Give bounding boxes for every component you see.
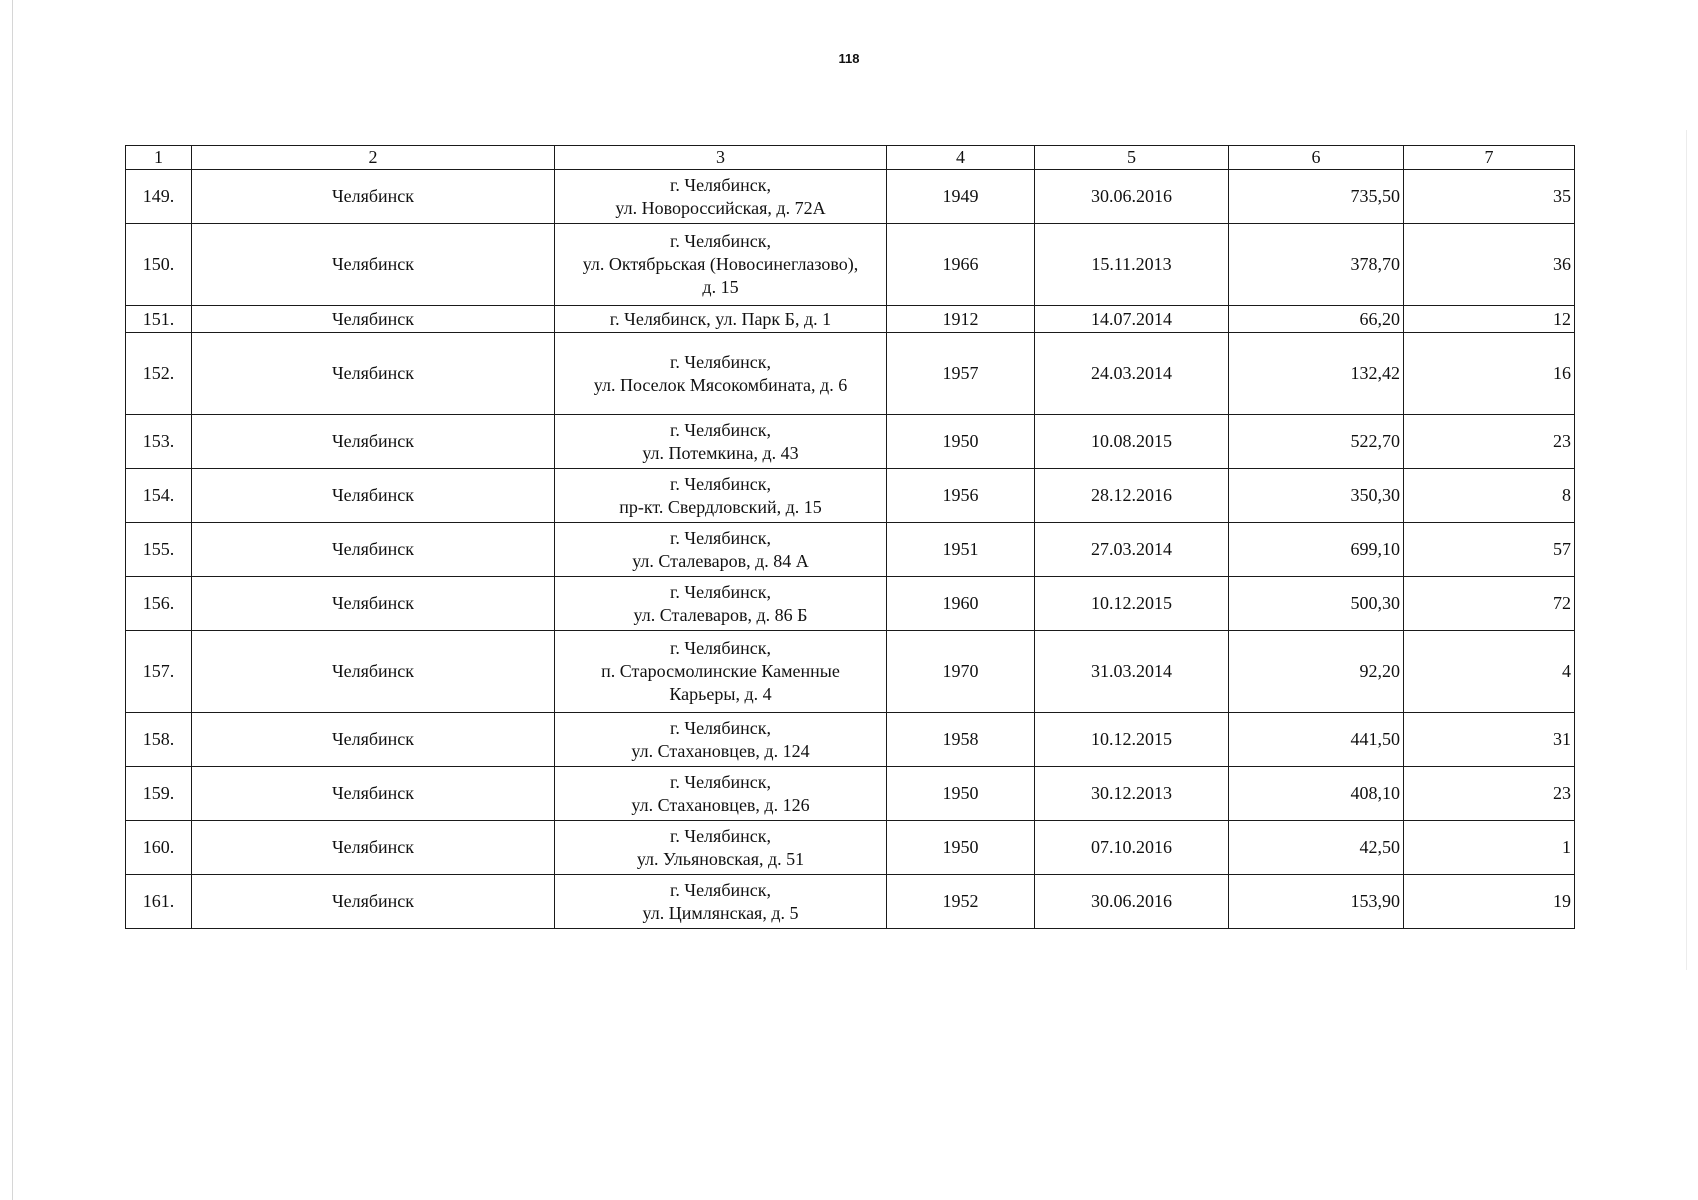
- address-line: Карьеры, д. 4: [669, 684, 772, 705]
- count-cell: 36: [1404, 224, 1575, 306]
- row-number-cell: 161.: [126, 875, 192, 929]
- count-cell: 23: [1404, 767, 1575, 821]
- year-cell: 1966: [887, 224, 1035, 306]
- row-number-cell: 152.: [126, 333, 192, 415]
- area-cell: 153,90: [1229, 875, 1404, 929]
- address-cell: [555, 415, 887, 469]
- area-cell: 92,20: [1229, 631, 1404, 713]
- address-line: ул. Стахановцев, д. 126: [631, 794, 810, 815]
- address-line: г. Челябинск,: [670, 419, 771, 440]
- city-cell: Челябинск: [192, 767, 555, 821]
- area-cell: 699,10: [1229, 523, 1404, 577]
- address-cell: [555, 523, 887, 577]
- count-cell: 19: [1404, 875, 1575, 929]
- table-row: [126, 631, 1575, 713]
- header-row: [126, 146, 1575, 170]
- address-line: ул. Новороссийская, д. 72А: [615, 197, 826, 218]
- address-line: г. Челябинск,: [670, 581, 771, 602]
- date-cell: 10.12.2015: [1035, 713, 1229, 767]
- date-cell: 30.12.2013: [1035, 767, 1229, 821]
- count-cell: 16: [1404, 333, 1575, 415]
- address-line: ул. Цимлянская, д. 5: [642, 902, 799, 923]
- address-cell: [555, 821, 887, 875]
- column-header-2: 2: [192, 146, 555, 170]
- housing-table: [125, 145, 1575, 929]
- area-cell: 378,70: [1229, 224, 1404, 306]
- address-line: ул. Стахановцев, д. 124: [631, 740, 810, 761]
- address-line: ул. Потемкина, д. 43: [642, 442, 799, 463]
- city-cell: Челябинск: [192, 469, 555, 523]
- table-row: [126, 306, 1575, 333]
- table-row: [126, 713, 1575, 767]
- address-line: г. Челябинск,: [670, 771, 771, 792]
- table-row: [126, 523, 1575, 577]
- address-line: ул. Сталеваров, д. 84 А: [632, 550, 809, 571]
- city-cell: Челябинск: [192, 821, 555, 875]
- city-cell: Челябинск: [192, 631, 555, 713]
- column-header-7: 7: [1404, 146, 1575, 170]
- address-cell: [555, 875, 887, 929]
- year-cell: 1960: [887, 577, 1035, 631]
- address-line: п. Старосмолинские Каменные: [601, 661, 840, 682]
- area-cell: 735,50: [1229, 170, 1404, 224]
- address-line: г. Челябинск,: [670, 174, 771, 195]
- area-cell: 350,30: [1229, 469, 1404, 523]
- scan-edge-left: [12, 0, 13, 1200]
- date-cell: 27.03.2014: [1035, 523, 1229, 577]
- city-cell: Челябинск: [192, 523, 555, 577]
- row-number-cell: 150.: [126, 224, 192, 306]
- table-row: [126, 577, 1575, 631]
- address-cell: [555, 224, 887, 306]
- date-cell: 31.03.2014: [1035, 631, 1229, 713]
- table-row: [126, 333, 1575, 415]
- address-cell: [555, 713, 887, 767]
- city-cell: Челябинск: [192, 875, 555, 929]
- area-cell: 522,70: [1229, 415, 1404, 469]
- count-cell: 31: [1404, 713, 1575, 767]
- count-cell: 23: [1404, 415, 1575, 469]
- row-number-cell: 153.: [126, 415, 192, 469]
- row-number-cell: 151.: [126, 306, 192, 333]
- year-cell: 1950: [887, 821, 1035, 875]
- year-cell: 1956: [887, 469, 1035, 523]
- year-cell: 1951: [887, 523, 1035, 577]
- address-line: г. Челябинск,: [670, 473, 771, 494]
- address-line: ул. Поселок Мясокомбината, д. 6: [593, 374, 848, 395]
- column-header-5: 5: [1035, 146, 1229, 170]
- row-number-cell: 149.: [126, 170, 192, 224]
- date-cell: 07.10.2016: [1035, 821, 1229, 875]
- address-cell: [555, 631, 887, 713]
- address-cell: [555, 767, 887, 821]
- address-cell: [555, 306, 887, 333]
- date-cell: 10.08.2015: [1035, 415, 1229, 469]
- page-number: 118: [838, 51, 860, 66]
- address-line: г. Челябинск,: [670, 825, 771, 846]
- year-cell: 1957: [887, 333, 1035, 415]
- address-line: г. Челябинск,: [670, 717, 771, 738]
- city-cell: Челябинск: [192, 306, 555, 333]
- date-cell: 15.11.2013: [1035, 224, 1229, 306]
- table-row: [126, 469, 1575, 523]
- date-cell: 24.03.2014: [1035, 333, 1229, 415]
- table-row: [126, 767, 1575, 821]
- column-header-6: 6: [1229, 146, 1404, 170]
- address-line: г. Челябинск,: [670, 351, 771, 372]
- count-cell: 8: [1404, 469, 1575, 523]
- address-line: ул. Сталеваров, д. 86 Б: [633, 604, 808, 625]
- year-cell: 1912: [887, 306, 1035, 333]
- date-cell: 30.06.2016: [1035, 170, 1229, 224]
- count-cell: 4: [1404, 631, 1575, 713]
- column-header-1: 1: [126, 146, 192, 170]
- table-row: [126, 415, 1575, 469]
- address-line: пр-кт. Свердловский, д. 15: [619, 496, 822, 517]
- area-cell: 408,10: [1229, 767, 1404, 821]
- year-cell: 1950: [887, 767, 1035, 821]
- date-cell: 10.12.2015: [1035, 577, 1229, 631]
- column-header-4: 4: [887, 146, 1035, 170]
- scan-edge-right: [1686, 130, 1687, 970]
- row-number-cell: 155.: [126, 523, 192, 577]
- area-cell: 42,50: [1229, 821, 1404, 875]
- city-cell: Челябинск: [192, 333, 555, 415]
- address-line: г. Челябинск,: [670, 230, 771, 251]
- row-number-cell: 159.: [126, 767, 192, 821]
- count-cell: 12: [1404, 306, 1575, 333]
- row-number-cell: 160.: [126, 821, 192, 875]
- city-cell: Челябинск: [192, 170, 555, 224]
- area-cell: 132,42: [1229, 333, 1404, 415]
- row-number-cell: 157.: [126, 631, 192, 713]
- row-number-cell: 154.: [126, 469, 192, 523]
- table-row: [126, 875, 1575, 929]
- address-cell: [555, 577, 887, 631]
- address-line: д. 15: [702, 277, 739, 298]
- address-cell: [555, 333, 887, 415]
- date-cell: 28.12.2016: [1035, 469, 1229, 523]
- city-cell: Челябинск: [192, 224, 555, 306]
- city-cell: Челябинск: [192, 713, 555, 767]
- address-line: г. Челябинск, ул. Парк Б, д. 1: [609, 308, 832, 329]
- year-cell: 1949: [887, 170, 1035, 224]
- date-cell: 30.06.2016: [1035, 875, 1229, 929]
- year-cell: 1970: [887, 631, 1035, 713]
- column-header-3: 3: [555, 146, 887, 170]
- area-cell: 500,30: [1229, 577, 1404, 631]
- table-row: [126, 821, 1575, 875]
- city-cell: Челябинск: [192, 577, 555, 631]
- table-header: [126, 146, 1575, 170]
- date-cell: 14.07.2014: [1035, 306, 1229, 333]
- area-cell: 66,20: [1229, 306, 1404, 333]
- table-row: [126, 170, 1575, 224]
- count-cell: 57: [1404, 523, 1575, 577]
- row-number-cell: 156.: [126, 577, 192, 631]
- address-line: г. Челябинск,: [670, 527, 771, 548]
- address-line: г. Челябинск,: [670, 879, 771, 900]
- year-cell: 1950: [887, 415, 1035, 469]
- count-cell: 1: [1404, 821, 1575, 875]
- address-line: ул. Ульяновская, д. 51: [636, 848, 805, 869]
- address-cell: [555, 469, 887, 523]
- area-cell: 441,50: [1229, 713, 1404, 767]
- table-row: [126, 224, 1575, 306]
- table-body: [126, 170, 1575, 929]
- address-cell: [555, 170, 887, 224]
- address-line: ул. Октябрьская (Новосинеглазово),: [582, 254, 859, 275]
- count-cell: 72: [1404, 577, 1575, 631]
- count-cell: 35: [1404, 170, 1575, 224]
- year-cell: 1952: [887, 875, 1035, 929]
- year-cell: 1958: [887, 713, 1035, 767]
- row-number-cell: 158.: [126, 713, 192, 767]
- address-line: г. Челябинск,: [670, 637, 771, 658]
- city-cell: Челябинск: [192, 415, 555, 469]
